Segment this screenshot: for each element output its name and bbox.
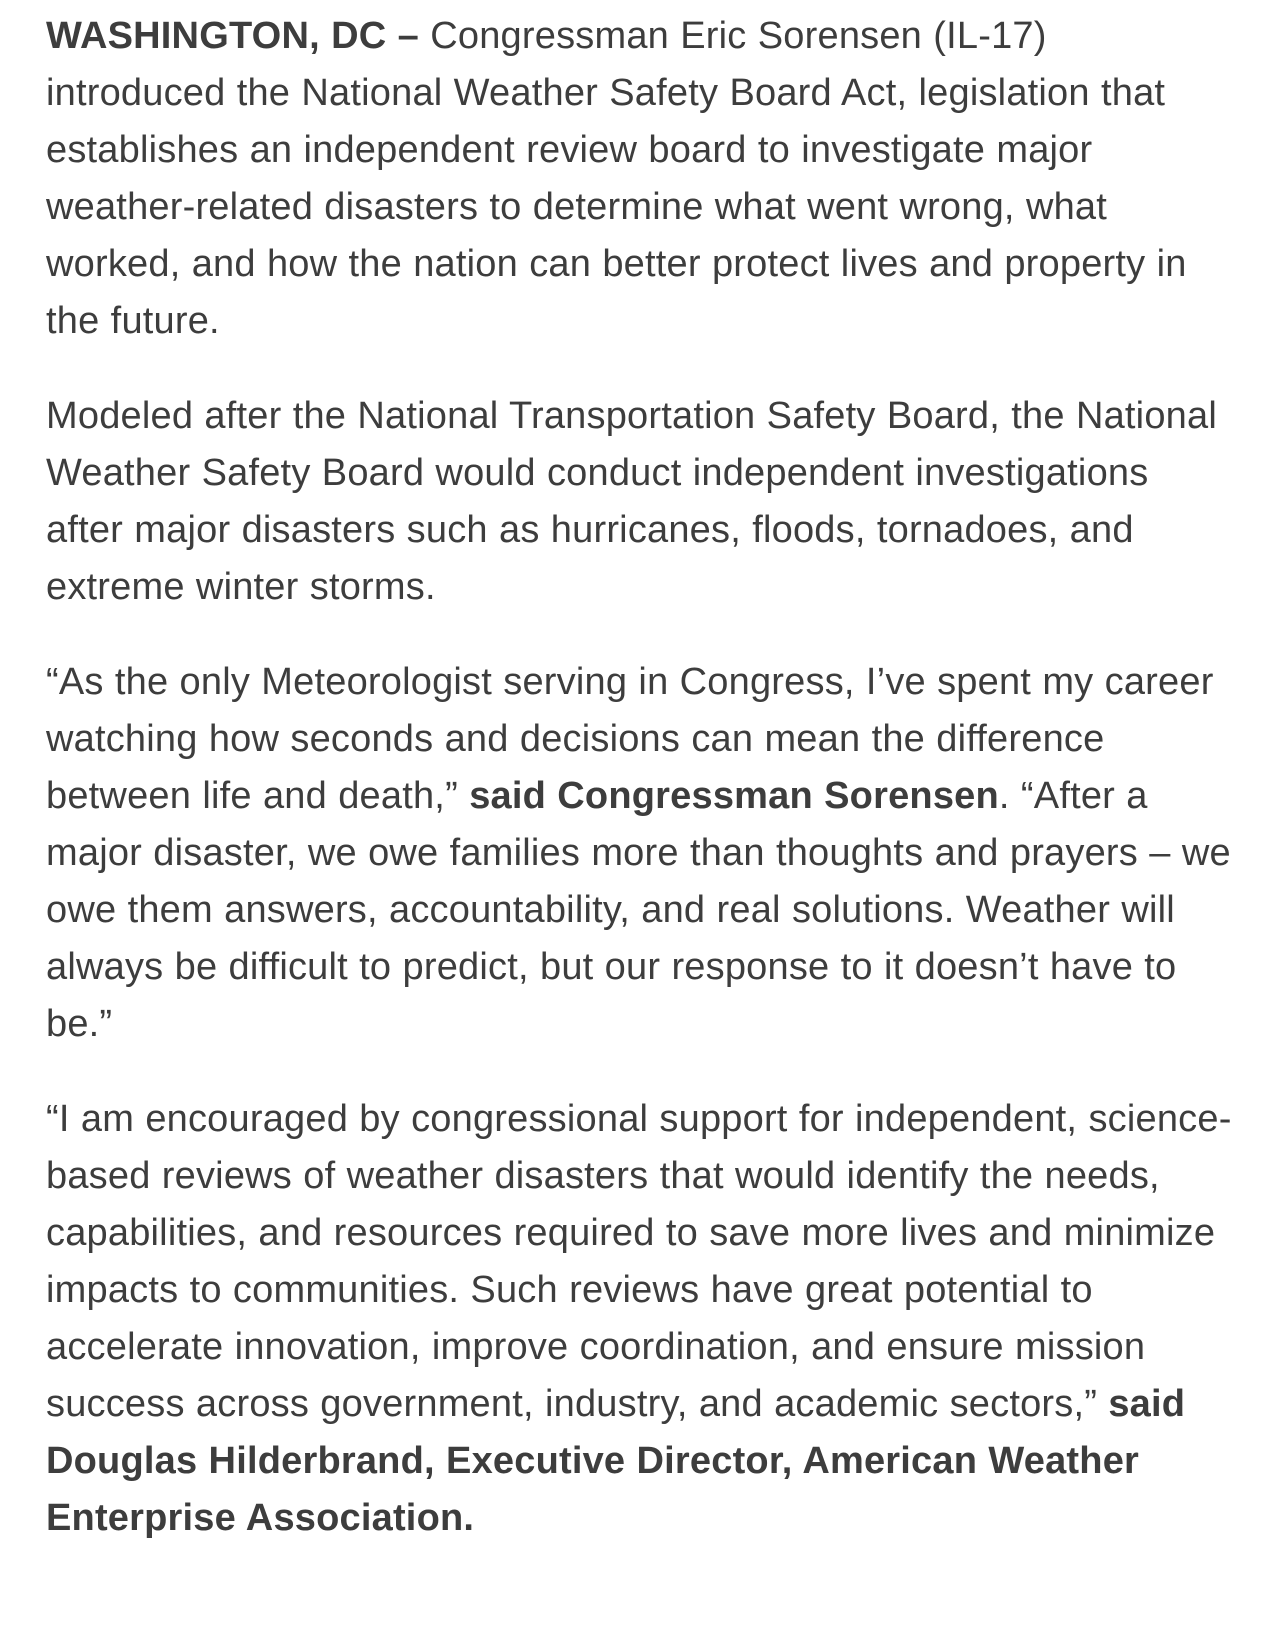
paragraph-text-bold: said Douglas Hilderbrand, Executive Director, American Weather Enterprise Association. (46, 1383, 1186, 1539)
paragraph-text-bold: said Congressman Sorensen (469, 775, 999, 817)
paragraph (46, 1091, 1232, 1547)
paragraph-text: “I am encouraged by congressional support for independent, science-based reviews of weather disasters that would identify the needs, capabilities, and resources required to save more lives and minimize impacts to communities. Such reviews have great potential to accelerate innovation, improve coordination, and ensure mission success across government, industry, and academic sectors,” (46, 1098, 1232, 1425)
paragraph-text: . “After a major disaster, we owe families more than thoughts and prayers – we owe them answers, accountability, and real solutions. Weather will always be difficult to predict, but our response to it doesn’t have to be.” (46, 775, 1231, 1045)
paragraph-text-bold: WASHINGTON, DC – (46, 15, 431, 57)
paragraph-text: Congressman Eric Sorensen (IL-17) introduced the National Weather Safety Board Act, legislation that establishes an independent review board to investigate major weather-related disasters to determine what went wrong, what worked, and how the nation can better protect lives and property in the future. (46, 15, 1187, 342)
paragraph (46, 388, 1232, 616)
paragraph-text: Modeled after the National Transportation Safety Board, the National Weather Safety Board would conduct independent investigations after major disasters such as hurricanes, floods, tornadoes, and extreme winter storms. (46, 395, 1217, 608)
paragraph (46, 654, 1232, 1053)
paragraph (46, 8, 1232, 350)
paragraph-text: “As the only Meteorologist serving in Congress, I’ve spent my career watching how seconds and decisions can mean the difference between life and death,” (46, 661, 1214, 817)
